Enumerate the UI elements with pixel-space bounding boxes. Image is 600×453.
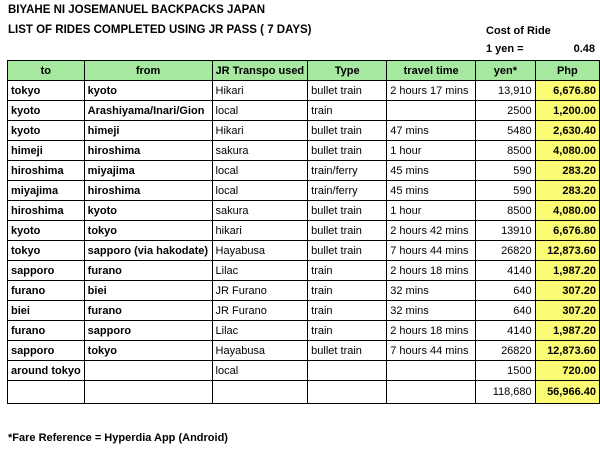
table-row bbox=[8, 321, 600, 341]
cell-from[interactable]: kyoto bbox=[84, 201, 212, 221]
cell-php[interactable]: 283.20 bbox=[535, 181, 599, 201]
cell-to[interactable]: sapporo bbox=[8, 261, 85, 281]
table-row bbox=[8, 201, 600, 221]
cell-type[interactable]: bullet train bbox=[308, 81, 387, 101]
rides-table bbox=[7, 60, 600, 404]
cell-travel-time[interactable]: 45 mins bbox=[387, 161, 476, 181]
total-row bbox=[8, 381, 600, 404]
cell-yen[interactable]: 5480 bbox=[476, 121, 536, 141]
cell-transpo[interactable]: local bbox=[212, 161, 308, 181]
total-empty-cell[interactable] bbox=[212, 381, 308, 404]
cell-to[interactable]: biei bbox=[8, 301, 85, 321]
cell-type[interactable]: bullet train bbox=[308, 221, 387, 241]
cell-from[interactable]: furano bbox=[84, 261, 212, 281]
cell-yen[interactable]: 8500 bbox=[476, 141, 536, 161]
cell-php[interactable]: 1,200.00 bbox=[535, 101, 599, 121]
cell-from[interactable]: tokyo bbox=[84, 221, 212, 241]
cell-travel-time[interactable]: 1 hour bbox=[387, 141, 476, 161]
table-row bbox=[8, 361, 600, 381]
cell-type[interactable]: bullet train bbox=[308, 241, 387, 261]
cell-php[interactable]: 307.20 bbox=[535, 301, 599, 321]
cell-transpo[interactable]: hikari bbox=[212, 221, 308, 241]
cell-type[interactable]: train/ferry bbox=[308, 161, 387, 181]
cell-yen[interactable]: 8500 bbox=[476, 201, 536, 221]
header-travel-time[interactable]: travel time bbox=[387, 61, 476, 81]
cell-to[interactable]: kyoto bbox=[8, 101, 85, 121]
table-row bbox=[8, 161, 600, 181]
cell-transpo[interactable]: JR Furano bbox=[212, 301, 308, 321]
cell-php[interactable]: 4,080.00 bbox=[535, 201, 599, 221]
cell-yen[interactable]: 2500 bbox=[476, 101, 536, 121]
cell-travel-time[interactable]: 32 mins bbox=[387, 281, 476, 301]
cost-of-ride-label: Cost of Ride bbox=[486, 25, 551, 37]
cell-travel-time[interactable] bbox=[387, 101, 476, 121]
cell-from[interactable]: sapporo (via hakodate) bbox=[84, 241, 212, 261]
cell-php[interactable]: 12,873.60 bbox=[535, 341, 599, 361]
cell-yen[interactable]: 13910 bbox=[476, 221, 536, 241]
total-php-cell[interactable]: 56,966.40 bbox=[535, 381, 599, 404]
table-row bbox=[8, 181, 600, 201]
cell-to[interactable]: tokyo bbox=[8, 81, 85, 101]
table-row bbox=[8, 241, 600, 261]
header-type[interactable]: Type bbox=[308, 61, 387, 81]
cell-from[interactable]: hiroshima bbox=[84, 141, 212, 161]
table-row bbox=[8, 261, 600, 281]
cell-type[interactable]: train/ferry bbox=[308, 181, 387, 201]
total-empty-cell[interactable] bbox=[387, 381, 476, 404]
cell-transpo[interactable]: Hayabusa bbox=[212, 341, 308, 361]
cell-php[interactable]: 6,676.80 bbox=[535, 221, 599, 241]
table-row bbox=[8, 341, 600, 361]
exchange-rate-value: 0.48 bbox=[573, 43, 595, 55]
cell-yen[interactable]: 590 bbox=[476, 161, 536, 181]
cell-transpo[interactable]: Hikari bbox=[212, 81, 308, 101]
cell-from[interactable]: miyajima bbox=[84, 161, 212, 181]
cell-transpo[interactable]: local bbox=[212, 361, 308, 381]
cell-travel-time[interactable]: 47 mins bbox=[387, 121, 476, 141]
cell-php[interactable]: 1,987.20 bbox=[535, 261, 599, 281]
cell-to[interactable]: tokyo bbox=[8, 241, 85, 261]
cell-type[interactable]: train bbox=[308, 321, 387, 341]
sheet-subtitle: LIST OF RIDES COMPLETED USING JR PASS ( 7 DAYS) bbox=[8, 24, 312, 36]
table-row bbox=[8, 121, 600, 141]
cell-transpo[interactable]: sakura bbox=[212, 141, 308, 161]
cell-to[interactable]: furano bbox=[8, 281, 85, 301]
cell-php[interactable]: 2,630.40 bbox=[535, 121, 599, 141]
cell-from[interactable]: kyoto bbox=[84, 81, 212, 101]
cell-php[interactable]: 283.20 bbox=[535, 161, 599, 181]
cell-to[interactable]: sapporo bbox=[8, 341, 85, 361]
cell-type[interactable] bbox=[308, 361, 387, 381]
total-empty-cell[interactable] bbox=[8, 381, 85, 404]
cell-yen[interactable]: 1500 bbox=[476, 361, 536, 381]
cell-type[interactable]: train bbox=[308, 261, 387, 281]
cell-transpo[interactable]: Hikari bbox=[212, 121, 308, 141]
cell-from[interactable]: Arashiyama/Inari/Gion bbox=[84, 101, 212, 121]
cell-type[interactable]: train bbox=[308, 301, 387, 321]
table-row bbox=[8, 301, 600, 321]
cell-type[interactable]: bullet train bbox=[308, 341, 387, 361]
cell-transpo[interactable]: local bbox=[212, 101, 308, 121]
header-to[interactable]: to bbox=[8, 61, 85, 81]
cell-transpo[interactable]: Lilac bbox=[212, 261, 308, 281]
cell-to[interactable]: miyajima bbox=[8, 181, 85, 201]
header-transpo[interactable]: JR Transpo used bbox=[212, 61, 308, 81]
cell-from[interactable]: hiroshima bbox=[84, 181, 212, 201]
cell-to[interactable]: kyoto bbox=[8, 221, 85, 241]
cell-php[interactable]: 6,676.80 bbox=[535, 81, 599, 101]
header-from[interactable]: from bbox=[84, 61, 212, 81]
cell-from[interactable]: himeji bbox=[84, 121, 212, 141]
cell-from[interactable]: sapporo bbox=[84, 321, 212, 341]
cell-transpo[interactable]: JR Furano bbox=[212, 281, 308, 301]
cell-type[interactable]: train bbox=[308, 101, 387, 121]
cell-php[interactable]: 12,873.60 bbox=[535, 241, 599, 261]
total-empty-cell[interactable] bbox=[84, 381, 212, 404]
exchange-rate-label: 1 yen = bbox=[486, 43, 524, 55]
cell-transpo[interactable]: local bbox=[212, 181, 308, 201]
table-row bbox=[8, 221, 600, 241]
cell-travel-time[interactable]: 32 mins bbox=[387, 301, 476, 321]
cell-php[interactable]: 4,080.00 bbox=[535, 141, 599, 161]
cell-to[interactable]: hiroshima bbox=[8, 201, 85, 221]
total-empty-cell[interactable] bbox=[308, 381, 387, 404]
table-row bbox=[8, 101, 600, 121]
cell-yen[interactable]: 13,910 bbox=[476, 81, 536, 101]
cell-travel-time[interactable]: 7 hours 44 mins bbox=[387, 241, 476, 261]
cell-type[interactable]: train bbox=[308, 281, 387, 301]
cell-from[interactable]: biei bbox=[84, 281, 212, 301]
header-row bbox=[8, 61, 600, 81]
cell-travel-time[interactable]: 1 hour bbox=[387, 201, 476, 221]
total-yen-cell[interactable]: 118,680 bbox=[476, 381, 536, 404]
table-row bbox=[8, 281, 600, 301]
cell-yen[interactable]: 26820 bbox=[476, 341, 536, 361]
cell-yen[interactable]: 26820 bbox=[476, 241, 536, 261]
table-row bbox=[8, 141, 600, 161]
cell-from[interactable]: tokyo bbox=[84, 341, 212, 361]
cell-travel-time[interactable]: 2 hours 17 mins bbox=[387, 81, 476, 101]
cell-from[interactable]: furano bbox=[84, 301, 212, 321]
cell-yen[interactable]: 590 bbox=[476, 181, 536, 201]
sheet-title: BIYAHE NI JOSEMANUEL BACKPACKS JAPAN bbox=[8, 4, 266, 16]
cell-travel-time[interactable]: 7 hours 44 mins bbox=[387, 341, 476, 361]
cell-from[interactable] bbox=[84, 361, 212, 381]
cell-travel-time[interactable]: 2 hours 18 mins bbox=[387, 321, 476, 341]
cell-type[interactable]: bullet train bbox=[308, 201, 387, 221]
cell-travel-time[interactable]: 45 mins bbox=[387, 181, 476, 201]
cell-type[interactable]: bullet train bbox=[308, 121, 387, 141]
cell-php[interactable]: 720.00 bbox=[535, 361, 599, 381]
cell-travel-time[interactable]: 2 hours 42 mins bbox=[387, 221, 476, 241]
header-yen[interactable]: yen* bbox=[476, 61, 536, 81]
cell-type[interactable]: bullet train bbox=[308, 141, 387, 161]
cell-to[interactable]: kyoto bbox=[8, 121, 85, 141]
cell-transpo[interactable]: Lilac bbox=[212, 321, 308, 341]
cell-php[interactable]: 307.20 bbox=[535, 281, 599, 301]
cell-yen[interactable]: 640 bbox=[476, 301, 536, 321]
header-php[interactable]: Php bbox=[535, 61, 599, 81]
cell-travel-time[interactable] bbox=[387, 361, 476, 381]
cell-php[interactable]: 1,987.20 bbox=[535, 321, 599, 341]
cell-yen[interactable]: 640 bbox=[476, 281, 536, 301]
cell-to[interactable]: hiroshima bbox=[8, 161, 85, 181]
cell-transpo[interactable]: Hayabusa bbox=[212, 241, 308, 261]
cell-transpo[interactable]: sakura bbox=[212, 201, 308, 221]
cell-yen[interactable]: 4140 bbox=[476, 261, 536, 281]
cell-to[interactable]: himeji bbox=[8, 141, 85, 161]
fare-reference-footnote: *Fare Reference = Hyperdia App (Android) bbox=[8, 432, 228, 444]
cell-yen[interactable]: 4140 bbox=[476, 321, 536, 341]
cell-to[interactable]: around tokyo bbox=[8, 361, 85, 381]
cell-travel-time[interactable]: 2 hours 18 mins bbox=[387, 261, 476, 281]
table-row bbox=[8, 81, 600, 101]
cell-to[interactable]: furano bbox=[8, 321, 85, 341]
